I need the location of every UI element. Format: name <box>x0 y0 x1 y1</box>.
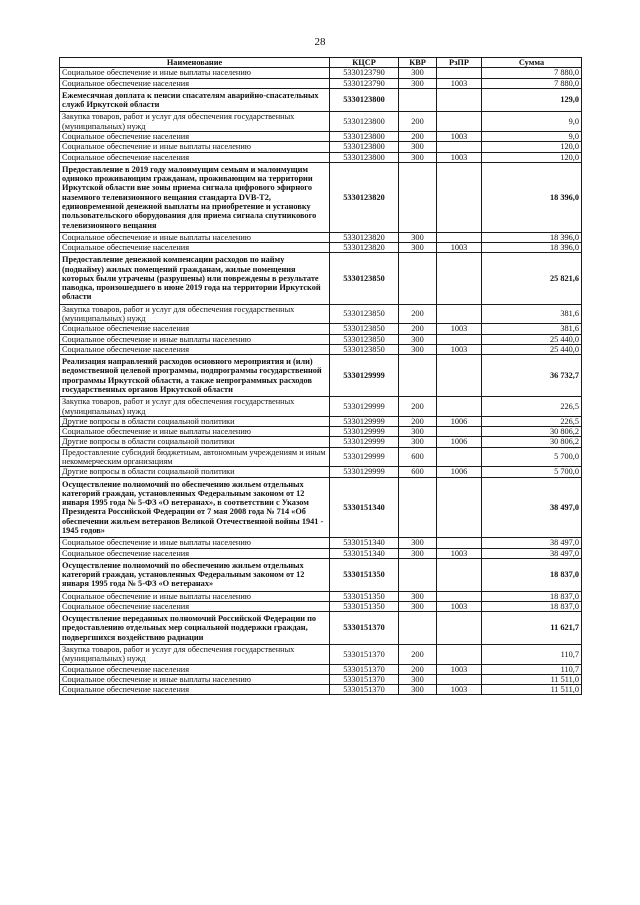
cell-kvr: 200 <box>399 112 437 132</box>
cell-sum: 18 837,0 <box>482 558 582 591</box>
cell-sum: 36 732,7 <box>482 355 582 397</box>
cell-rzpr <box>437 142 482 152</box>
cell-name: Социальное обеспечение населения <box>60 344 330 354</box>
cell-kvr: 200 <box>399 324 437 334</box>
cell-kvr: 300 <box>399 591 437 601</box>
cell-kvr <box>399 88 437 112</box>
cell-name: Предоставление в 2019 году малоимущим семьям и малоимущим одиноко проживающим гражданам, проживающим на территории Иркутской области вне зоны приема сигнала цифрового эфирного наземного телевизионного вещания стандарта DVB-T2, единовременной денежной выплаты на приобретение и установку пользовательского оборудования для приема сигнала спутникового телевизионного вещания <box>60 162 330 232</box>
cell-name: Социальное обеспечение населения <box>60 324 330 334</box>
cell-sum: 129,0 <box>482 88 582 112</box>
cell-rzpr <box>437 304 482 324</box>
cell-rzpr: 1003 <box>437 78 482 88</box>
cell-name: Осуществление полномочий по обеспечению жильем отдельных категорий граждан, установленных Федеральным законом от 12 января 1995 года № 5-ФЗ «О ветеранах», в соответствии с Указом Президента Российской Федерации от 7 мая 2008 года № 714 «Об обеспечении жильем ветеранов Великой Отечественной войны 1941 - 1945 годов» <box>60 477 330 538</box>
table-row-section <box>60 162 582 232</box>
table-row <box>60 645 582 665</box>
cell-kvr: 200 <box>399 131 437 141</box>
cell-sum: 381,6 <box>482 304 582 324</box>
table-row <box>60 685 582 695</box>
cell-rzpr <box>437 447 482 467</box>
cell-name: Закупка товаров, работ и услуг для обеспечения государственных (муниципальных) нужд <box>60 304 330 324</box>
cell-kcsr: 5330151350 <box>330 591 399 601</box>
table-row <box>60 334 582 344</box>
cell-kvr: 300 <box>399 232 437 242</box>
cell-name: Социальное обеспечение населения <box>60 548 330 558</box>
cell-rzpr <box>437 477 482 538</box>
cell-sum: 18 396,0 <box>482 243 582 253</box>
cell-rzpr: 1003 <box>437 243 482 253</box>
cell-rzpr: 1003 <box>437 324 482 334</box>
cell-name: Социальное обеспечение и иные выплаты населению <box>60 674 330 684</box>
cell-rzpr <box>437 645 482 665</box>
cell-name: Социальное обеспечение и иные выплаты населению <box>60 591 330 601</box>
cell-sum: 38 497,0 <box>482 477 582 538</box>
cell-name: Другие вопросы в области социальной политики <box>60 437 330 447</box>
cell-kcsr: 5330151370 <box>330 674 399 684</box>
cell-name: Закупка товаров, работ и услуг для обеспечения государственных (муниципальных) нужд <box>60 112 330 132</box>
cell-kvr: 300 <box>399 344 437 354</box>
header-rzpr: РзПР <box>437 58 482 68</box>
cell-kcsr: 5330123800 <box>330 112 399 132</box>
cell-kcsr: 5330129999 <box>330 437 399 447</box>
cell-kcsr: 5330151370 <box>330 645 399 665</box>
cell-kvr: 300 <box>399 142 437 152</box>
cell-rzpr <box>437 355 482 397</box>
cell-name: Социальное обеспечение населения <box>60 78 330 88</box>
cell-name: Социальное обеспечение и иные выплаты населению <box>60 427 330 437</box>
cell-name: Осуществление полномочий по обеспечению жильем отдельных категорий граждан, установленных Федеральным законом от 12 января 1995 года № 5-ФЗ «О ветеранах» <box>60 558 330 591</box>
cell-rzpr: 1003 <box>437 548 482 558</box>
cell-kvr: 300 <box>399 152 437 162</box>
budget-table <box>59 57 582 695</box>
cell-kcsr: 5330151350 <box>330 601 399 611</box>
cell-rzpr <box>437 88 482 112</box>
cell-rzpr <box>437 334 482 344</box>
table-row <box>60 548 582 558</box>
cell-rzpr <box>437 612 482 645</box>
cell-sum: 7 880,0 <box>482 68 582 78</box>
cell-kcsr: 5330123800 <box>330 88 399 112</box>
cell-sum: 38 497,0 <box>482 538 582 548</box>
cell-kvr: 600 <box>399 447 437 467</box>
cell-name: Социальное обеспечение населения <box>60 664 330 674</box>
cell-name: Реализация направлений расходов основного мероприятия и (или) ведомственной целевой программы, подпрограммы государственной программы Иркутской области, а также непрограммных расходов государственных органов Иркутской области <box>60 355 330 397</box>
header-name: Наименование <box>60 58 330 68</box>
cell-kcsr: 5330123790 <box>330 78 399 88</box>
cell-sum: 110,7 <box>482 664 582 674</box>
cell-sum: 5 700,0 <box>482 447 582 467</box>
cell-kvr: 300 <box>399 427 437 437</box>
cell-sum: 11 511,0 <box>482 674 582 684</box>
table-row <box>60 344 582 354</box>
cell-rzpr <box>437 397 482 417</box>
table-row <box>60 68 582 78</box>
cell-kvr <box>399 477 437 538</box>
cell-name: Социальное обеспечение населения <box>60 685 330 695</box>
cell-name: Социальное обеспечение и иные выплаты населению <box>60 68 330 78</box>
cell-rzpr: 1003 <box>437 601 482 611</box>
table-row <box>60 416 582 426</box>
cell-kcsr: 5330123800 <box>330 131 399 141</box>
cell-kvr: 300 <box>399 538 437 548</box>
cell-rzpr <box>437 253 482 304</box>
cell-sum: 381,6 <box>482 324 582 334</box>
table-row-section <box>60 477 582 538</box>
cell-kcsr: 5330123850 <box>330 324 399 334</box>
table-row-section <box>60 612 582 645</box>
cell-kcsr: 5330123820 <box>330 162 399 232</box>
cell-kcsr: 5330123800 <box>330 142 399 152</box>
table-row <box>60 447 582 467</box>
cell-kvr: 300 <box>399 68 437 78</box>
cell-kvr <box>399 558 437 591</box>
cell-rzpr <box>437 112 482 132</box>
cell-kcsr: 5330151350 <box>330 558 399 591</box>
table-row <box>60 142 582 152</box>
cell-name: Закупка товаров, работ и услуг для обеспечения государственных (муниципальных) нужд <box>60 645 330 665</box>
cell-sum: 11 511,0 <box>482 685 582 695</box>
table-row-section <box>60 253 582 304</box>
cell-sum: 110,7 <box>482 645 582 665</box>
cell-rzpr: 1003 <box>437 344 482 354</box>
cell-name: Социальное обеспечение и иные выплаты населению <box>60 334 330 344</box>
cell-sum: 5 700,0 <box>482 467 582 477</box>
cell-rzpr: 1006 <box>437 416 482 426</box>
cell-kcsr: 5330129999 <box>330 355 399 397</box>
cell-kvr <box>399 162 437 232</box>
cell-kvr: 300 <box>399 243 437 253</box>
cell-kvr <box>399 355 437 397</box>
table-row <box>60 324 582 334</box>
cell-kcsr: 5330129999 <box>330 447 399 467</box>
table-row <box>60 112 582 132</box>
table-row <box>60 437 582 447</box>
cell-rzpr <box>437 591 482 601</box>
cell-kvr: 200 <box>399 304 437 324</box>
cell-sum: 25 821,6 <box>482 253 582 304</box>
cell-rzpr <box>437 674 482 684</box>
cell-rzpr <box>437 68 482 78</box>
cell-sum: 11 621,7 <box>482 612 582 645</box>
table-row <box>60 152 582 162</box>
table-row-section <box>60 558 582 591</box>
cell-rzpr <box>437 232 482 242</box>
table-row <box>60 427 582 437</box>
cell-kvr: 200 <box>399 645 437 665</box>
cell-kcsr: 5330123820 <box>330 243 399 253</box>
cell-rzpr: 1006 <box>437 437 482 447</box>
cell-kcsr: 5330123850 <box>330 304 399 324</box>
header-kvr: КВР <box>399 58 437 68</box>
cell-kcsr: 5330123790 <box>330 68 399 78</box>
cell-kvr <box>399 253 437 304</box>
cell-sum: 120,0 <box>482 142 582 152</box>
cell-name: Социальное обеспечение населения <box>60 243 330 253</box>
header-sum: Сумма <box>482 58 582 68</box>
cell-name: Закупка товаров, работ и услуг для обеспечения государственных (муниципальных) нужд <box>60 397 330 417</box>
cell-sum: 120,0 <box>482 152 582 162</box>
table-body <box>60 68 582 695</box>
cell-rzpr <box>437 558 482 591</box>
cell-rzpr: 1003 <box>437 131 482 141</box>
cell-name: Другие вопросы в области социальной политики <box>60 416 330 426</box>
table-row-section <box>60 355 582 397</box>
cell-kvr: 200 <box>399 416 437 426</box>
cell-sum: 226,5 <box>482 416 582 426</box>
cell-rzpr: 1003 <box>437 685 482 695</box>
cell-sum: 226,5 <box>482 397 582 417</box>
cell-kcsr: 5330151370 <box>330 664 399 674</box>
table-row <box>60 601 582 611</box>
table-row <box>60 243 582 253</box>
cell-kcsr: 5330151340 <box>330 538 399 548</box>
cell-kcsr: 5330123850 <box>330 344 399 354</box>
cell-kvr: 300 <box>399 548 437 558</box>
table-row <box>60 304 582 324</box>
cell-rzpr: 1003 <box>437 664 482 674</box>
cell-rzpr: 1003 <box>437 152 482 162</box>
cell-sum: 18 837,0 <box>482 601 582 611</box>
table-row-section <box>60 88 582 112</box>
cell-name: Осуществление переданных полномочий Российской Федерации по предоставлению отдельных мер социальной поддержки граждан, подвергшихся воздействию радиации <box>60 612 330 645</box>
cell-sum: 25 440,0 <box>482 334 582 344</box>
table-row <box>60 131 582 141</box>
cell-kvr: 300 <box>399 685 437 695</box>
cell-name: Предоставление субсидий бюджетным, автономным учреждениям и иным некоммерческим организациям <box>60 447 330 467</box>
cell-name: Другие вопросы в области социальной политики <box>60 467 330 477</box>
cell-kvr: 300 <box>399 437 437 447</box>
cell-rzpr: 1006 <box>437 467 482 477</box>
cell-sum: 30 806,2 <box>482 427 582 437</box>
cell-sum: 18 837,0 <box>482 591 582 601</box>
cell-kvr: 300 <box>399 674 437 684</box>
cell-name: Социальное обеспечение населения <box>60 601 330 611</box>
cell-kcsr: 5330129999 <box>330 427 399 437</box>
table-row <box>60 232 582 242</box>
table-header-row <box>60 58 582 68</box>
table-row <box>60 467 582 477</box>
cell-sum: 25 440,0 <box>482 344 582 354</box>
cell-kvr: 300 <box>399 334 437 344</box>
cell-sum: 30 806,2 <box>482 437 582 447</box>
cell-kcsr: 5330123820 <box>330 232 399 242</box>
cell-kcsr: 5330123850 <box>330 253 399 304</box>
cell-kcsr: 5330123850 <box>330 334 399 344</box>
cell-kcsr: 5330129999 <box>330 397 399 417</box>
cell-kcsr: 5330151340 <box>330 477 399 538</box>
cell-kvr: 200 <box>399 397 437 417</box>
cell-kcsr: 5330151340 <box>330 548 399 558</box>
table-row <box>60 674 582 684</box>
cell-name: Социальное обеспечение и иные выплаты населению <box>60 142 330 152</box>
cell-sum: 9,0 <box>482 131 582 141</box>
cell-sum: 9,0 <box>482 112 582 132</box>
table-row <box>60 397 582 417</box>
page-number: 28 <box>314 36 326 48</box>
table-row <box>60 664 582 674</box>
cell-name: Социальное обеспечение и иные выплаты населению <box>60 538 330 548</box>
table-row <box>60 591 582 601</box>
cell-sum: 7 880,0 <box>482 78 582 88</box>
cell-kvr: 300 <box>399 601 437 611</box>
cell-kvr: 600 <box>399 467 437 477</box>
cell-kvr: 200 <box>399 664 437 674</box>
header-kcsr: КЦСР <box>330 58 399 68</box>
cell-rzpr <box>437 538 482 548</box>
cell-rzpr <box>437 427 482 437</box>
cell-sum: 18 396,0 <box>482 232 582 242</box>
cell-name: Ежемесячная доплата к пенсии спасателям аварийно-спасательных служб Иркутской области <box>60 88 330 112</box>
cell-kcsr: 5330129999 <box>330 416 399 426</box>
cell-name: Социальное обеспечение и иные выплаты населению <box>60 232 330 242</box>
cell-kcsr: 5330129999 <box>330 467 399 477</box>
table-row <box>60 78 582 88</box>
cell-name: Предоставление денежной компенсации расходов по найму (поднайму) жилых помещений гражданам, жилые помещения которых были утрачены (разрушены) или повреждены в результате паводка, произошедшего в июне 2019 года на территории Иркутской области <box>60 253 330 304</box>
cell-sum: 18 396,0 <box>482 162 582 232</box>
cell-rzpr <box>437 162 482 232</box>
cell-kvr <box>399 612 437 645</box>
cell-name: Социальное обеспечение населения <box>60 131 330 141</box>
cell-kvr: 300 <box>399 78 437 88</box>
cell-kcsr: 5330151370 <box>330 685 399 695</box>
cell-sum: 38 497,0 <box>482 548 582 558</box>
cell-kcsr: 5330151370 <box>330 612 399 645</box>
cell-kcsr: 5330123800 <box>330 152 399 162</box>
cell-name: Социальное обеспечение населения <box>60 152 330 162</box>
table-row <box>60 538 582 548</box>
